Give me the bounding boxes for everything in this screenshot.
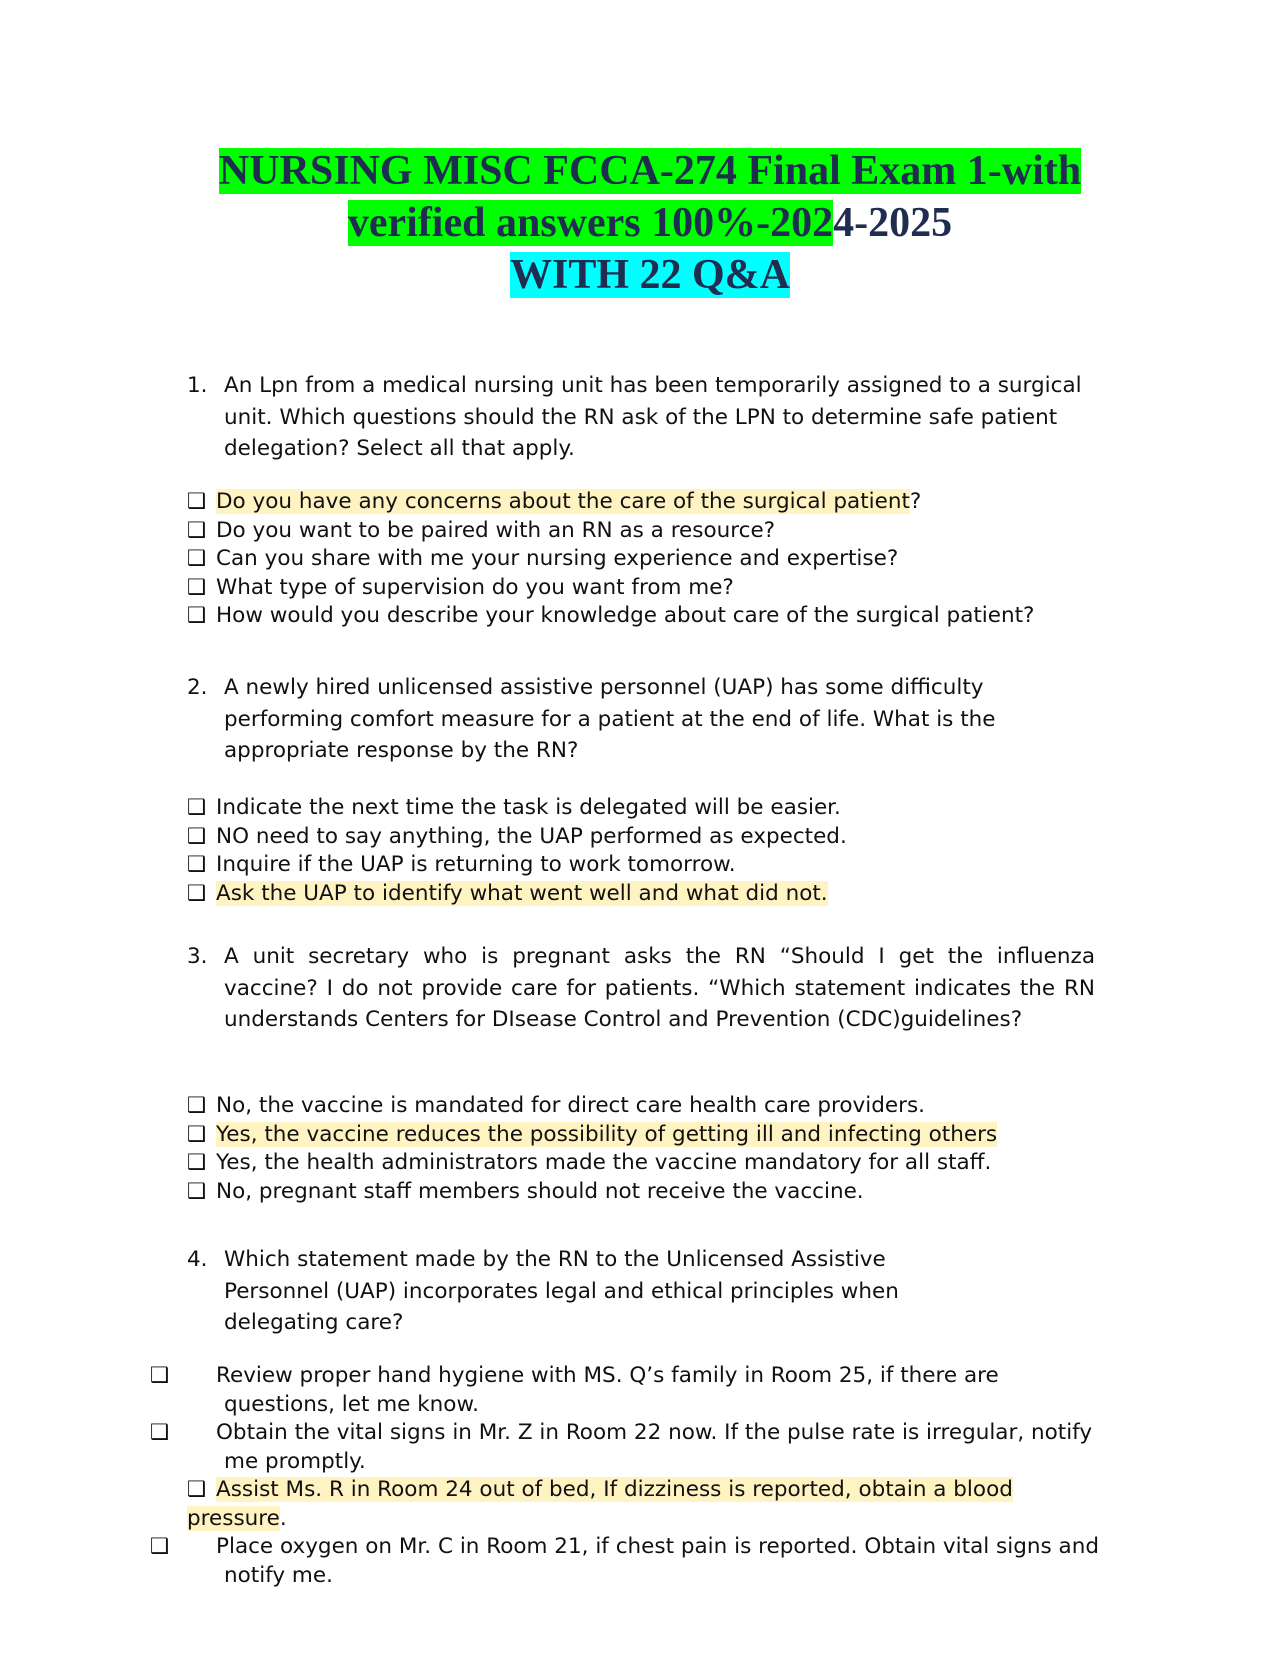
answer-option: ❑ No, pregnant staff members should not receive the vaccine. <box>187 1178 1107 1207</box>
title-line-2: verified answers 100%-2024-2025 <box>347 200 953 246</box>
answer-option: ❑ NO need to say anything, the UAP performed as expected. <box>187 823 1107 852</box>
question-text: An Lpn from a medical nursing unit has been temporarily assigned to a surgical unit. Which questions should the RN ask of the LPN to determine safe patient delegation? Select all that apply. <box>224 373 1082 461</box>
answer-option: ❑ Place oxygen on Mr. C in Room 21, if chest pain is reported. Obtain vital signs and notify me. <box>150 1534 1099 1588</box>
question-number: 3. <box>187 944 208 969</box>
checkbox-icon: ❑ <box>187 546 207 571</box>
checkbox-icon: ❑ <box>187 517 207 543</box>
title-line-1: NURSING MISC FCCA-274 Final Exam 1-with <box>218 148 1082 194</box>
question-1 <box>187 370 1087 465</box>
answer-option: ❑ Can you share with me your nursing experience and expertise? <box>187 545 1107 574</box>
checkbox-icon: ❑ <box>187 489 207 514</box>
question-2 <box>187 672 1087 767</box>
checkbox-icon: ❑ <box>187 1178 207 1204</box>
question-1-options <box>187 488 1107 631</box>
answer-option: ❑ Ask the UAP to identify what went well and what did not. <box>187 880 1107 909</box>
question-2-options <box>187 794 1107 908</box>
checkbox-icon: ❑ <box>187 603 207 628</box>
answer-option: ❑ Inquire if the UAP is returning to work tomorrow. <box>187 851 1107 880</box>
question-text: A unit secretary who is pregnant asks the RN “Should I get the influenza vaccine? I do not provide care for patients. “Which statement indicates the RN understands Centers for DIsease Control and Prevention (CDC)guidelines? <box>224 944 1095 1032</box>
answer-option: ❑ No, the vaccine is mandated for direct care health care providers. <box>187 1092 1107 1121</box>
checkbox-icon: ❑ <box>150 1420 170 1445</box>
question-number: 1. <box>187 373 208 398</box>
answer-option: ❑ Do you want to be paired with an RN as a resource? <box>187 517 1107 546</box>
question-number: 2. <box>187 675 208 700</box>
checkbox-icon: ❑ <box>187 795 207 820</box>
checkbox-icon: ❑ <box>187 1150 207 1175</box>
question-3 <box>187 941 1095 1036</box>
checkbox-icon: ❑ <box>187 1477 207 1502</box>
checkbox-icon: ❑ <box>187 1121 207 1147</box>
question-text: Which statement made by the RN to the Unlicensed Assistive Personnel (UAP) incorporates legal and ethical principles when delegating care? <box>224 1247 899 1335</box>
question-4-options <box>150 1362 1102 1590</box>
answer-option: ❑ Yes, the vaccine reduces the possibility of getting ill and infecting others <box>187 1121 1107 1150</box>
answer-option: ❑ What type of supervision do you want from me? <box>187 574 1107 603</box>
checkbox-icon: ❑ <box>187 823 207 849</box>
checkbox-icon: ❑ <box>187 1093 207 1118</box>
answer-option: ❑ How would you describe your knowledge about care of the surgical patient? <box>187 602 1107 631</box>
answer-option: ❑ Assist Ms. R in Room 24 out of bed, If dizziness is reported, obtain a blood pressure. <box>187 1477 1013 1531</box>
checkbox-icon: ❑ <box>187 880 207 906</box>
answer-option: ❑ Do you have any concerns about the care of the surgical patient? <box>187 488 1107 517</box>
answer-option: ❑ Obtain the vital signs in Mr. Z in Room 22 now. If the pulse rate is irregular, notify me promptly. <box>150 1420 1093 1474</box>
title-line-3: WITH 22 Q&A <box>509 252 790 298</box>
answer-option: ❑ Yes, the health administrators made the vaccine mandatory for all staff. <box>187 1149 1107 1178</box>
answer-option: ❑ Indicate the next time the task is delegated will be easier. <box>187 794 1107 823</box>
checkbox-icon: ❑ <box>150 1534 170 1559</box>
question-3-options <box>187 1092 1107 1206</box>
document-title <box>150 145 1150 301</box>
question-4 <box>187 1244 957 1339</box>
answer-option: ❑ Review proper hand hygiene with MS. Q’s family in Room 25, if there are questions, let me know. <box>150 1363 999 1417</box>
checkbox-icon: ❑ <box>150 1363 170 1388</box>
checkbox-icon: ❑ <box>187 852 207 877</box>
question-text: A newly hired unlicensed assistive personnel (UAP) has some difficulty performing comfort measure for a patient at the end of life. What is the appropriate response by the RN? <box>224 675 996 763</box>
checkbox-icon: ❑ <box>187 574 207 600</box>
question-number: 4. <box>187 1247 208 1272</box>
